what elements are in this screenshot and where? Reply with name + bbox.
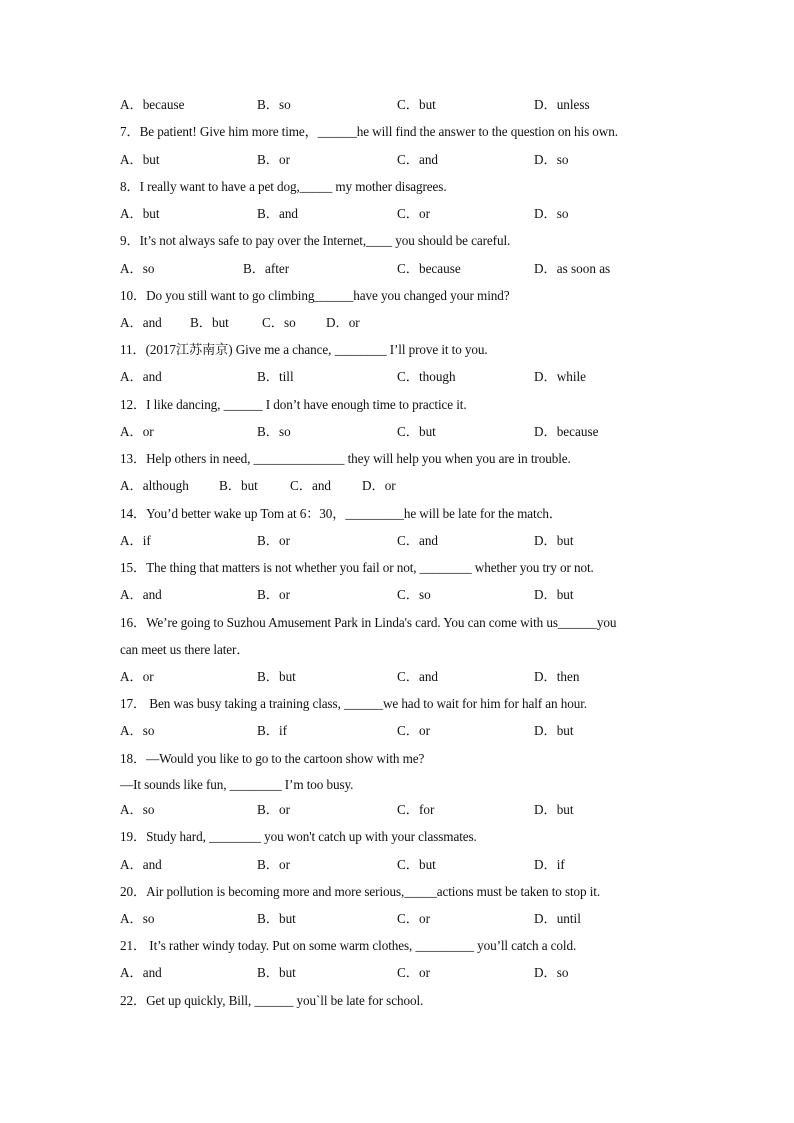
option-d: D．while xyxy=(534,369,587,384)
option-c: C．or xyxy=(397,911,430,926)
option-a: A．but xyxy=(120,152,160,167)
option-a: A．if xyxy=(120,533,151,548)
option-b: B．or xyxy=(257,533,290,548)
option-a: A．or xyxy=(120,424,154,439)
question-18: 18．—Would you like to go to the cartoon show with me? xyxy=(120,751,425,766)
option-d: D．unless xyxy=(534,97,590,112)
question-8: 8．I really want to have a pet dog,_____ my mother disagrees. xyxy=(120,179,447,194)
option-d: D．but xyxy=(534,723,574,738)
question-15: 15．The thing that matters is not whether you fail or not, ________ whether you try or not. xyxy=(120,560,594,575)
question-13: 13．Help others in need, ______________ they will help you when you are in trouble. xyxy=(120,451,571,466)
question-7: 7．Be patient! Give him more time，______he will find the answer to the question on his own. xyxy=(120,124,618,139)
option-a: A．and xyxy=(120,965,162,980)
option-b: B．but xyxy=(219,478,258,493)
option-c: C．and xyxy=(397,669,439,684)
option-d: D．but xyxy=(534,802,574,817)
option-c: C．but xyxy=(397,424,436,439)
question-21: 21． It’s rather windy today. Put on some warm clothes, _________ you’ll catch a cold. xyxy=(120,938,577,953)
question-16: 16．We’re going to Suzhou Amusement Park in Linda's card. You can come with us______you xyxy=(120,615,617,630)
option-b: B．but xyxy=(257,911,296,926)
option-a: A．and xyxy=(120,369,162,384)
option-b: B．but xyxy=(257,965,296,980)
option-c: C．but xyxy=(397,97,436,112)
option-c: C．or xyxy=(397,206,430,221)
question-11: 11．(2017江苏南京) Give me a chance, ________ I’ll prove it to you. xyxy=(120,342,488,357)
option-a: A．because xyxy=(120,97,185,112)
option-c: C．and xyxy=(290,478,332,493)
option-d: D．or xyxy=(362,478,396,493)
question-9: 9．It’s not always safe to pay over the Internet,____ you should be careful. xyxy=(120,233,511,248)
option-b: B．if xyxy=(257,723,288,738)
option-a: A．and xyxy=(120,857,162,872)
option-d: D．then xyxy=(534,669,580,684)
option-a: A．and xyxy=(120,587,162,602)
option-a: A．so xyxy=(120,261,155,276)
question-14: 14．You’d better wake up Tom at 6：30，_________he will be late for the match． xyxy=(120,506,562,521)
option-a: A．although xyxy=(120,478,189,493)
option-c: C．so xyxy=(262,315,296,330)
option-c: C．and xyxy=(397,152,439,167)
option-b: B．or xyxy=(257,802,290,817)
option-b: B．so xyxy=(257,97,291,112)
option-d: D．until xyxy=(534,911,581,926)
option-b: B．but xyxy=(257,669,296,684)
option-b: B．after xyxy=(243,261,290,276)
option-b: B．or xyxy=(257,152,290,167)
option-a: A．or xyxy=(120,669,154,684)
option-b: B．so xyxy=(257,424,291,439)
option-a: A．and xyxy=(120,315,162,330)
option-d: D．as soon as xyxy=(534,261,611,276)
option-b: B．and xyxy=(257,206,299,221)
question-16-continued: can meet us there later． xyxy=(120,642,250,657)
question-10: 10．Do you still want to go climbing______have you changed your mind? xyxy=(120,288,510,303)
option-a: A．so xyxy=(120,802,155,817)
option-c: C．for xyxy=(397,802,435,817)
question-19: 19．Study hard, ________ you won't catch up with your classmates. xyxy=(120,829,477,844)
question-17: 17． Ben was busy taking a training class, ______we had to wait for him for half an hour. xyxy=(120,696,587,711)
question-12: 12．I like dancing, ______ I don’t have enough time to practice it. xyxy=(120,397,467,412)
option-b: B．or xyxy=(257,857,290,872)
option-b: B．or xyxy=(257,587,290,602)
question-22: 22．Get up quickly, Bill, ______ you`ll be late for school. xyxy=(120,993,424,1008)
option-b: B．till xyxy=(257,369,294,384)
option-d: D．so xyxy=(534,965,569,980)
option-c: C．or xyxy=(397,723,430,738)
option-c: C．and xyxy=(397,533,439,548)
option-a: A．but xyxy=(120,206,160,221)
option-c: C．or xyxy=(397,965,430,980)
option-d: D．so xyxy=(534,206,569,221)
question-18-reply: —It sounds like fun, ________ I’m too busy. xyxy=(120,777,354,792)
option-c: C．but xyxy=(397,857,436,872)
option-c: C．so xyxy=(397,587,431,602)
option-b: B．but xyxy=(190,315,229,330)
option-c: C．because xyxy=(397,261,461,276)
option-d: D．but xyxy=(534,587,574,602)
option-d: D．if xyxy=(534,857,565,872)
option-d: D．because xyxy=(534,424,599,439)
option-d: D．so xyxy=(534,152,569,167)
option-a: A．so xyxy=(120,911,155,926)
question-20: 20．Air pollution is becoming more and more serious,_____actions must be taken to stop it. xyxy=(120,884,601,899)
option-d: D．but xyxy=(534,533,574,548)
option-d: D．or xyxy=(326,315,360,330)
option-a: A．so xyxy=(120,723,155,738)
option-c: C．though xyxy=(397,369,456,384)
